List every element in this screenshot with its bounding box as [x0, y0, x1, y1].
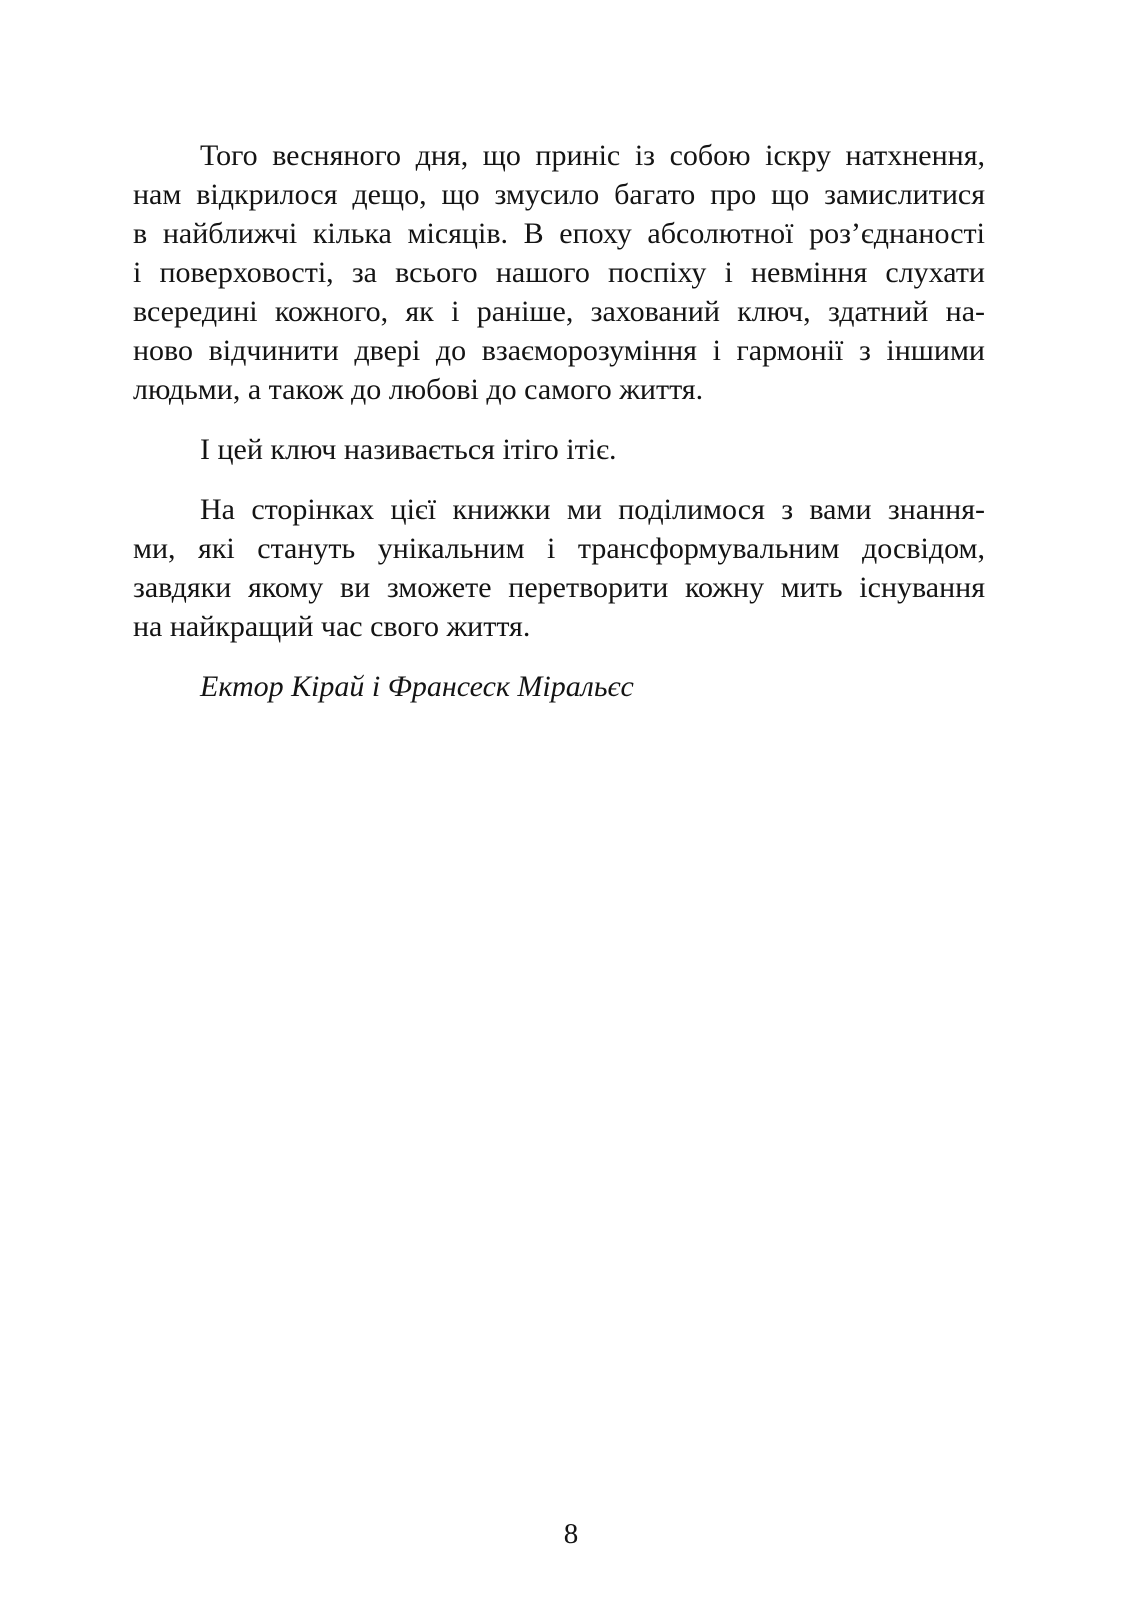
text-line: ми, які стануть унікальним і трансформувальним досвідом, [133, 532, 985, 565]
text-line: Ектор Кірай і Франсеск Міральєс [200, 670, 634, 703]
text-line: І цей ключ називається ітіго ітіє. [200, 433, 617, 466]
page-text [133, 136, 985, 727]
text-line: На сторінках цієї книжки ми поділимося з вами знання- [200, 493, 985, 526]
paragraph [133, 430, 985, 469]
text-line: нам відкрилося дещо, що змусило багато про що замислитися [133, 178, 985, 211]
text-line: на найкращий час свого життя. [133, 610, 531, 643]
text-line: ново відчинити двері до взаєморозуміння і гармонії з іншими [133, 334, 985, 367]
text-line: Того весняного дня, що приніс із собою іскру натхнення, [200, 139, 985, 172]
text-line: в найближчі кілька місяців. В епоху абсолютної роз’єднаності [133, 217, 985, 250]
paragraph [133, 136, 985, 409]
paragraph [133, 490, 985, 646]
text-line: завдяки якому ви зможете перетворити кожну мить існування [133, 571, 985, 604]
text-line: всередині кожного, як і раніше, захований ключ, здатний на- [133, 295, 985, 328]
text-line: і поверховості, за всього нашого поспіху і невміння слухати [133, 256, 985, 289]
page-number: 8 [563, 1518, 579, 1550]
text-line: людьми, а також до любові до самого життя. [133, 373, 704, 406]
paragraph [133, 667, 985, 706]
